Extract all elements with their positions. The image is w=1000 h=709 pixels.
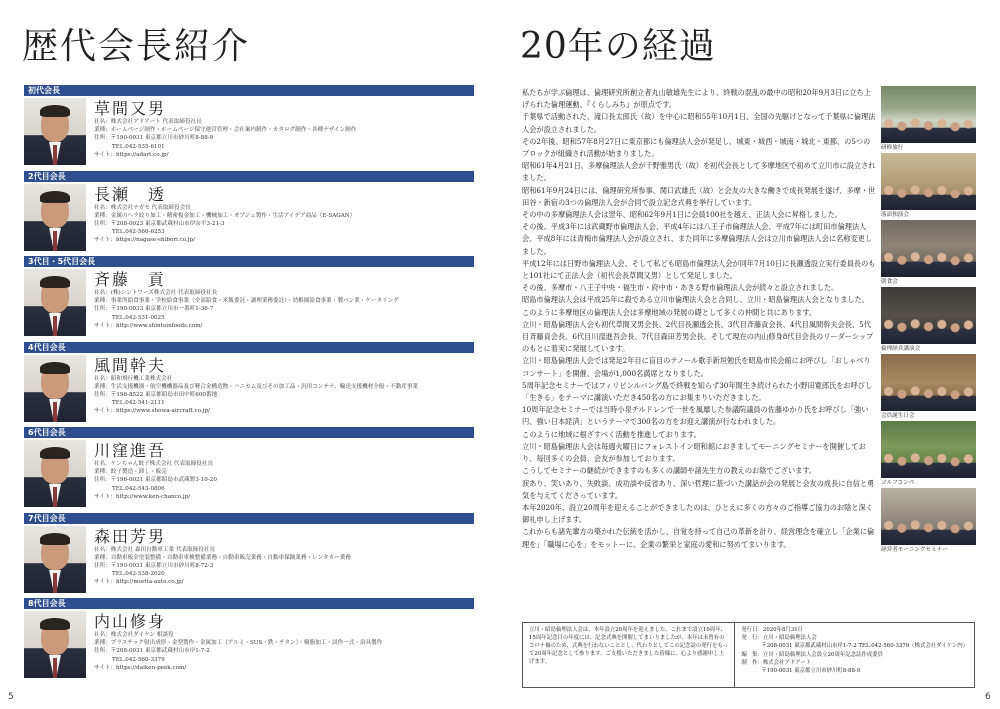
company: 社名：株式会社アドアート 代表取締役社長 (94, 119, 202, 125)
president-name: 川窪進吾 (94, 441, 167, 460)
paragraph: 立川・昭島倫理法人会も初代草間又男会長、2代目長瀬透会長、3代目斉藤貢会長、4代目風間幹夫会長、5代目斉藤貢会長、6代目川窪進吾会長、7代目森田芳男会長、そして現在の内山修身8代目会長のリーダーシップのもとに着実に発展しています。 (522, 319, 874, 354)
photo-caption: 朝食会 (881, 279, 898, 285)
tel: TEL.042-538-2020 (112, 571, 165, 578)
colophon-line: 発行日：2020年8月31日 (741, 627, 804, 633)
history-text (522, 87, 877, 551)
president-entry (24, 85, 474, 171)
address: 住所：〒208-0023 東京都武蔵村山市伊奈平3-21-3 (94, 220, 225, 227)
business: 業種：金属のヘラ絞り加工・精密板金加工・機械加工・オブジェ製作・生活アイデア商品（E-SAGAN） (94, 212, 356, 219)
paragraph: 10周年記念セミナーでは当時小泉チルドレンで一世を風靡した参議院議員の佐藤ゆかり氏をお呼びし「強い円、強い日本経済」というテーマで300名の方をお迎え講演が行なわれました。 (522, 405, 869, 427)
president-label: 4代目会長 (24, 342, 474, 353)
company: 社名：株式会社ナガセ 代表取締役会長 (94, 204, 191, 211)
portrait-photo (24, 355, 86, 422)
president-label: 7代目会長 (24, 513, 474, 524)
paragraph: 立川・昭島倫理法人会では発足2年目に盲目のテノール歌手新垣勉氏を昭島市民会館にお呼びし「おしゃべりコンサート」を開催、会場が1,000名満席となりました。 (522, 356, 871, 378)
photo-caption: 落語独演会 (881, 212, 909, 218)
address: 住所：〒190-0031 東京都立川市砂川町8-72-3 (94, 562, 214, 569)
president-name: 草間又男 (94, 99, 167, 118)
address: 住所：〒190-0031 東京都立川市砂川町8-88-9 (94, 135, 214, 142)
president-name: 斉藤 貢 (94, 270, 167, 289)
president-label: 6代目会長 (24, 427, 474, 438)
site-link[interactable]: サイト：http://www.ken-chanco.jp/ (94, 493, 191, 500)
portrait-photo (24, 611, 86, 678)
address: 住所：〒190-0033 東京都立川市一番町1-36-7 (94, 306, 214, 313)
event-photo (881, 220, 976, 277)
president-entry (24, 427, 474, 513)
event-photo (881, 86, 976, 143)
photo-caption: 研修旅行 (881, 145, 904, 151)
portrait-photo (24, 184, 86, 251)
business: 業種：自動車板金塗装整備・自動車車検整備業務・自動車販売業務・自動車保険業務・レンタカー業務 (94, 554, 351, 561)
photo-caption: 経営者モーニングセミナー (881, 547, 948, 553)
colophon-line: 制 作：株式会社アドアート (741, 659, 812, 666)
paragraph: これからも諸先輩方の築かれた伝統を活かし、自覚を持って自己の革新を計り、経営理念を確立し「企業に倫理を」「職場に心を」をモットーに、企業の繁栄と家庭の愛和に努めてまいります。 (522, 527, 875, 549)
tel: TEL.042-535-6101 (112, 143, 165, 150)
paragraph: 昭島市倫理法人会は平成25年に殺である立川市倫理法人会と合同し、立川・昭島倫理法人会となりました。 (522, 295, 869, 305)
paragraph: このように多摩地区の倫理法人会は多摩地域の発展の礎として多くの仲間と共にあります。 (522, 307, 817, 317)
president-name: 内山修身 (94, 612, 167, 631)
business: 業種：生活支援機器・航空機機器品及び軽合金構造物・ハニカム及びその加工品・汎用コンテナ、輸送支援機材全般・不動産事業 (94, 383, 419, 390)
tel: TEL.042-560-6253 (112, 229, 165, 236)
paragraph: その後、平成3年には武蔵野市倫理法人会、平成4年には八王子市倫理法人会、平成7年には町田市倫理法人会、平成8年には青梅市倫理法人会が設立され、また同年に多摩倫理法人会は立川市倫理法人会に名称変更しました。 (522, 222, 873, 256)
president-label: 初代会長 (24, 85, 474, 96)
address: 住所：〒208-0031 東京都武蔵村山市岸1-7-2 (94, 648, 210, 655)
colophon-line: 〒208-0031 東京都武蔵村山市岸1-7-2 TEL.042-560-3379（株式会社ダイケン内） (761, 643, 968, 650)
portrait-photo (24, 526, 86, 593)
paragraph: 昭和61年9月24日には、倫理研究所参事、関口武雄氏（故）と会友の大きな働きで成長発展を遂げ、多摩・世田谷・新宿の3つの倫理法人会が合同で設立記念式典を挙行しています。 (522, 185, 876, 207)
paragraph: 千葉県で活動された、滝口長太郎氏（故）を中心に昭和55年10月1日、全国の先駆けとなって千葉県に倫理法人会が設立されました。 (522, 112, 876, 134)
paragraph: その中の多摩倫理法人会は翌年、昭和62年9月1日に会員100社を越え、正法人会に昇格しました。 (522, 210, 842, 220)
site-link[interactable]: サイト：https://adart.co.jp/ (94, 151, 169, 158)
company: 社名：ケンちゃん餃子株式会社 代表取締役社長 (94, 461, 213, 467)
business: 業種：餃子製造・卸し・販売 (94, 469, 167, 476)
president-name: 風間幹夫 (94, 355, 167, 375)
business: 業種：ホームページ制作・ホームページ保守運営管理・会社案内制作・カタログ制作・各種デザイン制作 (94, 127, 357, 134)
event-photo (881, 488, 976, 545)
paragraph: 昭和61年4月21日、多摩倫理法人会が千野雅男氏（故）を初代会長として多摩地区で初めて立川市に設立されました。 (522, 161, 876, 183)
colophon-line: 〒190-0031 東京都立川市砂川町8-88-9 (761, 668, 861, 675)
president-entry (24, 342, 474, 428)
business: 業種：事業所給食事業・学校給食事業（全部給食・米飯委託・調理業務委託）・幼稚園給食事業・製パン業・ケータリング (94, 298, 399, 305)
portrait-photo (24, 269, 86, 336)
president-entry (24, 171, 474, 257)
page-number-right: 6 (985, 692, 991, 702)
photo-caption: 倫理経営講演会 (881, 346, 921, 352)
tel: TEL.042-531-0025 (112, 314, 165, 321)
paragraph: 5周年記念セミナーではフィリピンルバング島で終戦を知らず30年間生き続けられた小野田寛郎氏をお呼びし「生きる」をテーマに講演いただき450名の方にお集まりいただきました。 (522, 380, 873, 403)
address: 住所：〒196-8522 東京都昭島市田中町600番地 (94, 391, 218, 398)
paragraph: その後、多摩市・八王子中央・福生市・府中市・あきる野市倫理法人会が続々と設立されました。 (522, 283, 839, 293)
paragraph: 立川・昭島倫理法人会は毎週火曜日にフォレストイン昭和館におきましてモーニングセミナーを開催しており、毎回多くの会員、会友が参加しております。 (522, 441, 866, 464)
right-page-title: 20年の経過 (520, 26, 716, 67)
tel: TEL.042-543-0806 (112, 485, 165, 492)
publication-info-box (522, 622, 975, 688)
site-link[interactable]: サイト：https://www.showa-aircraft.co.jp/ (94, 408, 210, 415)
company: 社名：株式会社 森田自動車工業 代表取締役社長 (94, 546, 216, 553)
president-entry (24, 513, 474, 599)
president-label: 8代目会長 (24, 598, 474, 609)
paragraph: このように地域に根ざすべく活動を推進しております。 (522, 429, 701, 439)
president-name: 長瀬 透 (94, 184, 167, 204)
paragraph: 本年2020年、設立20周年を迎えることができましたのは、ひとえに多くの方々のご指導ご協力のお陰と深く御礼申し上げます。 (522, 502, 873, 525)
paragraph: 私たちが学ぶ倫理は、倫理研究所創立者丸山敏雄先生により、終戦の混乱の最中の昭和20年9月3日に立ち上げられた倫理運動、『くらしみち』が原点です。 (522, 88, 871, 110)
president-entry (24, 598, 474, 684)
paragraph: 平成12年には日野市倫理法人会、そして私ども昭島市倫理法人会が同年7月10日に長瀬透設立実行委員長のもと101社にて正法人会（初代会長草間又男）として発足しました。 (522, 258, 876, 281)
left-page-title: 歴代会長紹介 (22, 26, 251, 67)
event-photo (881, 153, 976, 210)
anniversary-note: 立川・昭島倫理法人会は、本年設立20周年を迎えました。これまで設立10周年、15周年記念日の年度には、記念式典を開催してまいりましたが、本年は未曾有のコロナ禍のため、式典を行わないこととし、代わりとしてこの記念誌の発行をもって20周年記念として参ります。ご支援いただきました皆様に、心より感謝申し上げます。 (523, 623, 735, 687)
president-label: 2代目会長 (24, 171, 474, 182)
paragraph: 涙あり、笑いあり、失敗談、成功談や反省あり、深い哲理に基づいた講話が会の発展と会友の成長に自信と勇気を与えてくださっています。 (522, 478, 875, 500)
event-photo (881, 354, 976, 411)
company: 社名：昭和飛行機工業株式会社 (94, 375, 173, 382)
event-photos (881, 86, 976, 555)
page-number-left: 5 (8, 692, 14, 702)
company: 社名：(株)シントワーズ株式会社 代表取締役社長 (94, 290, 218, 296)
site-link[interactable]: サイト：http://www.shintoinfoods.com/ (94, 322, 203, 329)
event-photo (881, 287, 976, 344)
colophon-line: 発 行：立川・昭島倫理法人会 (741, 635, 817, 642)
paragraph: こうしてセミナーの継続ができますのも多くの講師や諸先生方の教えのお陰でございます。 (522, 466, 817, 476)
portrait-photo (24, 98, 86, 165)
photo-caption: ゴルフコンペ (881, 480, 915, 486)
event-photo (881, 421, 976, 478)
company: 社名：株式会社ダイケン 相談役 (94, 632, 174, 638)
president-entry (24, 256, 474, 342)
president-name: 森田芳男 (94, 526, 167, 546)
paragraph: その2年後、昭和57年8月27日に東京都にも倫理法人会が発足し、城東・城西・城南・城北・東都、の5つのブロックが組織され活動が始まりました。 (522, 136, 871, 159)
business: 業種：プラスチック射出成形・金型製作・金属加工（アルミ・SUS・鉄・チタン）・樹脂加工・試作一式・治具製作 (94, 640, 383, 647)
tel: TEL.042-541-2111 (112, 400, 165, 407)
site-link[interactable]: サイト：https://daiken-peek.com/ (94, 664, 187, 671)
presidents-list (24, 85, 474, 684)
colophon (735, 623, 974, 687)
site-link[interactable]: サイト：https://nagase-shibori.co.jp/ (94, 237, 195, 244)
portrait-photo (24, 440, 86, 507)
site-link[interactable]: サイト：http://morita-auto.co.jp/ (94, 579, 184, 586)
colophon-line: 編 集：立川・昭島倫理法人会設立20周年記念誌作成委員 (741, 651, 883, 658)
photo-caption: 会員誕生日会 (881, 413, 915, 419)
tel: TEL.042-560-3379 (112, 656, 165, 663)
address: 住所：〒196-0021 東京都昭島市武蔵野3-10-20 (94, 477, 217, 484)
president-label: 3代目・5代目会長 (24, 256, 474, 267)
